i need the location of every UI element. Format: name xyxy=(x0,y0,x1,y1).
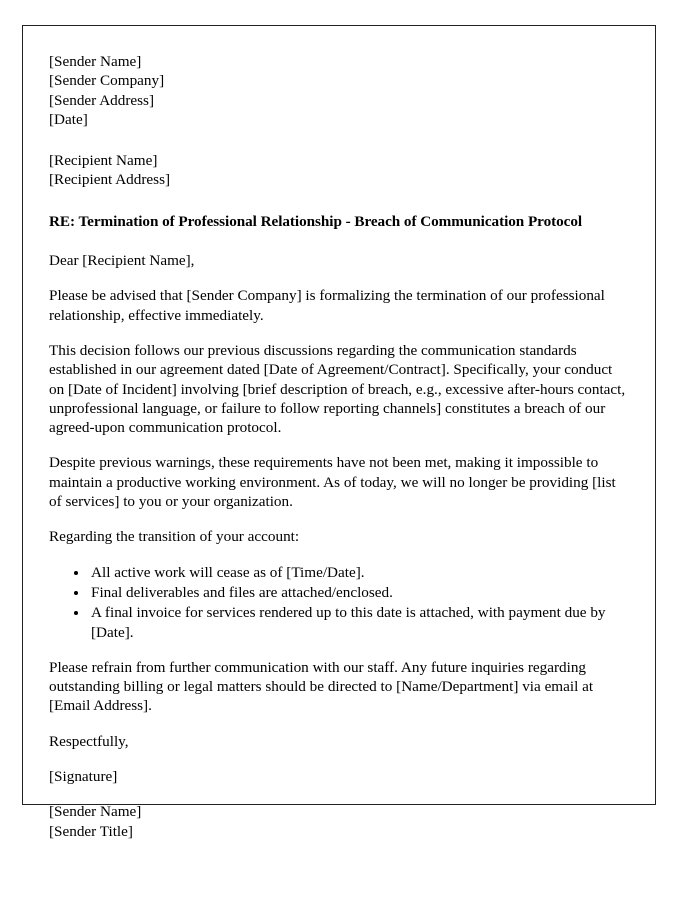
sign-off: Respectfully, xyxy=(49,732,129,750)
list-item: • A final invoice for services rendered up to this date is attached, with payment due by [Date]. xyxy=(89,603,631,642)
paragraph-1: Please be advised that [Sender Company] is formalizing the termination of our professional relationship, effective immediately. xyxy=(49,287,605,324)
signature-block xyxy=(49,802,631,841)
sender-address: [Sender Address] xyxy=(49,91,155,109)
transition-bullet-list xyxy=(49,563,631,642)
recipient-address-block xyxy=(49,151,631,190)
letter-page xyxy=(22,25,656,840)
paragraph-2: This decision follows our previous discussions regarding the communication standards established in our agreement dated [Date of Agreement/Contract]. Specifically, your conduct on [Date of Incident] involving [brief description of breach, e.g., excessive after-hours contact, unprofessional language, or failure to follow reporting channels] constitutes a breach of our agreed-upon communication protocol. xyxy=(49,341,626,437)
signature-sender-title: [Sender Title] xyxy=(49,822,133,840)
letter-content xyxy=(23,26,655,841)
recipient-name: [Recipient Name] xyxy=(49,152,158,170)
subject-line: RE: Termination of Professional Relationship - Breach of Communication Protocol xyxy=(49,212,583,230)
sender-name: [Sender Name] xyxy=(49,53,142,70)
list-item: • Final deliverables and files are attached/enclosed. xyxy=(89,583,631,602)
salutation: Dear [Recipient Name], xyxy=(49,252,195,270)
sender-address-block xyxy=(49,52,631,129)
closing-paragraph: Please refrain from further communication with our staff. Any future inquiries regarding outstanding billing or legal matters should be directed to [Name/Department] via email at [Email Address]. xyxy=(49,658,594,715)
recipient-address: [Recipient Address] xyxy=(49,171,171,189)
list-item: • All active work will cease as of [Time/Date]. xyxy=(89,563,631,582)
signature-placeholder: [Signature] xyxy=(49,768,118,786)
sender-company: [Sender Company] xyxy=(49,72,165,90)
paragraph-3: Despite previous warnings, these requirements have not been met, making it impossible to maintain a productive working environment. As of today, we will no longer be providing [list of services] to you or your organization. xyxy=(49,454,616,511)
letter-date: [Date] xyxy=(49,110,88,128)
transition-intro: Regarding the transition of your account: xyxy=(49,528,300,546)
signature-sender-name: [Sender Name] xyxy=(49,803,142,821)
